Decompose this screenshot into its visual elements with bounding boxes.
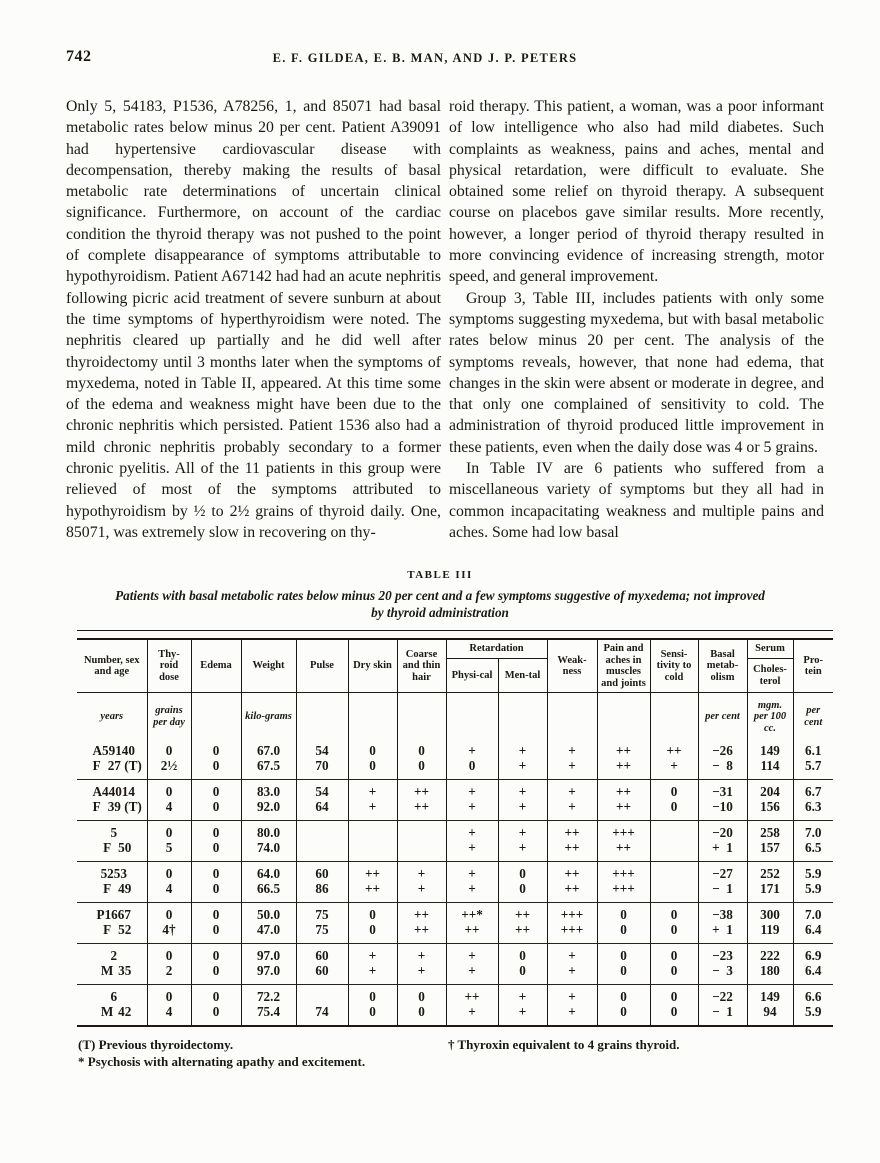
cell-dose: 0 4† [147,902,191,943]
cell-dry-skin: + + [348,943,397,984]
patient-row [77,861,833,902]
cell-number-sex-age: A44014 F 39 (T) [77,779,147,820]
cell-pulse: 54 70 [296,739,348,780]
cell-bm: −23 − 3 [698,943,747,984]
cell-dry-skin: + + [348,779,397,820]
cell-pain: +++ ++ [597,820,650,861]
cell-pulse [296,820,348,861]
cell-number-sex-age: 5253 F 49 [77,861,147,902]
cell-hair: + + [397,943,446,984]
table-footnotes [78,1036,833,1071]
cell-dose: 0 4 [147,779,191,820]
cell-hair [397,820,446,861]
unit-blank [498,693,547,739]
cell-dose: 0 4 [147,984,191,1026]
cell-mental: ++ ++ [498,902,547,943]
unit-blank [547,693,597,739]
table-caption: Patients with basal metabolic rates below minus 20 per cent and a few symptoms suggestive of myxedema; not improved by thyroid administration [115,588,765,620]
cell-dry-skin: 0 0 [348,984,397,1026]
unit-per-cent: per cent [698,693,747,739]
cell-bm: −20 + 1 [698,820,747,861]
cell-cholesterol: 258 157 [747,820,793,861]
cell-cholesterol: 204 156 [747,779,793,820]
table-top-rule [77,630,833,640]
col-header-weakness: Weak-ness [547,640,597,693]
cell-mental: 0 0 [498,861,547,902]
cell-pain: ++ ++ [597,779,650,820]
col-header-edema: Edema [191,640,241,693]
cell-mental: + + [498,779,547,820]
col-header-thyroid-dose: Thy-roid dose [147,640,191,693]
cell-cholesterol: 149 94 [747,984,793,1026]
unit-blank [191,693,241,739]
running-title: E. F. GILDEA, E. B. MAN, AND J. P. PETERS [272,51,578,65]
left-column [66,96,441,543]
cell-pain: ++ ++ [597,739,650,780]
cell-bm: −22 − 1 [698,984,747,1026]
patient-row [77,984,833,1026]
cell-weakness: ++ ++ [547,820,597,861]
footnote-t: (T) Previous thyroidectomy. [78,1036,234,1052]
cell-weakness: + + [547,739,597,780]
col-header-mental: Men-tal [498,658,547,692]
cell-physical: + + [446,820,498,861]
cell-weight: 67.0 67.5 [241,739,296,780]
cell-physical: + + [446,779,498,820]
cell-physical: ++* ++ [446,902,498,943]
unit-blank [597,693,650,739]
units-row [77,693,833,739]
col-header-protein: Pro-tein [793,640,833,693]
cell-mental: + + [498,739,547,780]
unit-per-cent: per cent [793,693,833,739]
patients-table [77,640,833,1027]
patient-row [77,902,833,943]
col-header-coarse-thin-hair: Coarse and thin hair [397,640,446,693]
cell-weight: 72.2 75.4 [241,984,296,1026]
cell-cholesterol: 252 171 [747,861,793,902]
cell-pulse: 60 60 [296,943,348,984]
patient-row [77,943,833,984]
col-header-sensitivity-cold: Sensi-tivity to cold [650,640,698,693]
cell-dose: 0 2½ [147,739,191,780]
unit-grains-per-day: grains per day [147,693,191,739]
right-column [449,96,824,543]
cell-dry-skin [348,820,397,861]
cell-weight: 64.0 66.5 [241,861,296,902]
cell-dry-skin: 0 0 [348,739,397,780]
cell-number-sex-age: P1667 F 52 [77,902,147,943]
col-header-physical: Physi-cal [446,658,498,692]
cell-cholesterol: 222 180 [747,943,793,984]
unit-years: years [100,711,124,723]
page-number: 742 [66,48,92,65]
cell-cholesterol: 149 114 [747,739,793,780]
cell-hair: 0 0 [397,739,446,780]
cell-hair: ++ ++ [397,902,446,943]
cell-hair: ++ ++ [397,779,446,820]
unit-blank [446,693,498,739]
cell-pain: 0 0 [597,943,650,984]
cell-dose: 0 5 [147,820,191,861]
cell-weight: 80.0 74.0 [241,820,296,861]
table-label: TABLE III [407,569,473,582]
paragraph: roid therapy. This patient, a woman, was a poor informant of low intelligence who also had mild diabetes. Such complaints as weakness, pains and aches, mental and physical retardation, were difficult to evaluate. She obtained some relief on thyroid therapy. A subsequent course on placebos gave similar results. More recently, however, a longer period of thyroid therapy resulted in more convincing evidence of increasing strength, motor speed, and general improvement. [449,98,824,286]
cell-protein: 5.9 5.9 [793,861,833,902]
col-header-dry-skin: Dry skin [348,640,397,693]
cell-weakness: + + [547,984,597,1026]
footnotes-left [78,1036,448,1071]
cell-cold: 0 0 [650,779,698,820]
footnote-asterisk: * Psychosis with alternating apathy and excitement. [78,1054,366,1070]
cell-dry-skin: 0 0 [348,902,397,943]
cell-physical: ++ + [446,984,498,1026]
cell-pulse: 74 [296,984,348,1026]
cell-mental: + + [498,820,547,861]
cell-bm: −26 − 8 [698,739,747,780]
cell-hair: 0 0 [397,984,446,1026]
col-header-pulse: Pulse [296,640,348,693]
cell-physical: + 0 [446,739,498,780]
cell-weight: 97.0 97.0 [241,943,296,984]
paragraph: Group 3, Table III, includes patients with only some symptoms suggesting myxedema, but with basal metabolic rates below minus 20 per cent. The analysis of the symptoms reveals, however, that none had edema, that changes in the skin were absent or moderate in degree, and that only one complained of sensitivity to cold. The administration of thyroid produced little improvement in these patients, even when the daily dose was 4 or 5 grains. [449,289,824,456]
cell-edema: 0 0 [191,984,241,1026]
cell-pulse: 75 75 [296,902,348,943]
cell-weight: 50.0 47.0 [241,902,296,943]
cell-cold [650,861,698,902]
cell-protein: 6.6 5.9 [793,984,833,1026]
cell-physical: + + [446,861,498,902]
cell-number-sex-age: 6 M 42 [77,984,147,1026]
table-body [77,693,833,1026]
cell-edema: 0 0 [191,779,241,820]
cell-weakness: + + [547,779,597,820]
table-head [77,640,833,693]
table-iii-block [0,569,880,1071]
cell-cold [650,820,698,861]
cell-hair: + + [397,861,446,902]
cell-edema: 0 0 [191,739,241,780]
unit-mgm-per-100cc: mgm. per 100 cc. [747,693,793,739]
patient-row [77,820,833,861]
patient-row [77,779,833,820]
cell-protein: 6.1 5.7 [793,739,833,780]
cell-cold: 0 0 [650,943,698,984]
col-header-weight: Weight [241,640,296,693]
cell-pulse: 54 64 [296,779,348,820]
cell-pain: 0 0 [597,902,650,943]
cell-dose: 0 2 [147,943,191,984]
unit-blank [348,693,397,739]
unit-blank [397,693,446,739]
col-group-retardation: Retardation [446,640,547,658]
cell-physical: + + [446,943,498,984]
cell-weight: 83.0 92.0 [241,779,296,820]
patient-row [77,739,833,780]
cell-bm: −38 + 1 [698,902,747,943]
cell-pain: +++ +++ [597,861,650,902]
cell-protein: 6.9 6.4 [793,943,833,984]
cell-protein: 7.0 6.5 [793,820,833,861]
footnote-dagger: † Thyroxin equivalent to 4 grains thyroid. [448,1036,680,1052]
cell-edema: 0 0 [191,902,241,943]
body-text [66,96,824,543]
cell-weakness: + + [547,943,597,984]
cell-pain: 0 0 [597,984,650,1026]
paragraph: Only 5, 54183, P1536, A78256, 1, and 85071 had basal metabolic rates below minus 20 per cent. Patient A39091 had hypertensive cardiovascular disease with decompensation, thereby making the results of basal metabolic rate determinations of uncertain clinical significance. Furthermore, on account of the cardiac condition the thyroid therapy was not pushed to the point of complete disappearance of symptoms attributable to hypothyroidism. Patient A67142 had had an acute nephritis following picric acid treatment of severe sunburn at about the time symptoms of hyperthyroidism were noted. The nephritis cleared up partially and he did well after thyroidectomy until 3 months later when the symptoms of myxedema, noted in Table II, appeared. At this time some of the edema and weakness might have been due to the chronic nephritis which persisted. Patient 1536 also had a mild chronic nephritis probably secondary to a former chronic pyelitis. All of the 11 patients in this group were relieved of most of the symptoms attributed to hypothyroidism by ½ to 2½ grains of thyroid daily. One, 85071, was extremely slow in recovering on thy- [66,98,441,541]
cell-weakness: +++ +++ [547,902,597,943]
cell-protein: 7.0 6.4 [793,902,833,943]
col-group-serum: Serum [747,640,793,658]
cell-mental: 0 0 [498,943,547,984]
page-header [0,0,880,72]
cell-bm: −31 −10 [698,779,747,820]
col-header-basal-metabolism: Basal metab-olism [698,640,747,693]
cell-pulse: 60 86 [296,861,348,902]
col-header-cholesterol: Choles-terol [747,658,793,692]
cell-cholesterol: 300 119 [747,902,793,943]
cell-cold: ++ + [650,739,698,780]
cell-mental: + + [498,984,547,1026]
cell-number-sex-age: A59140 F 27 (T) [92,742,142,774]
cell-number-sex-age: 2 M 35 [77,943,147,984]
cell-cold: 0 0 [650,984,698,1026]
cell-cold: 0 0 [650,902,698,943]
col-header-pain-aches: Pain and aches in muscles and joints [597,640,650,693]
paragraph: In Table IV are 6 patients who suffered from a miscellaneous variety of symptoms but they all had in common incapacitating weakness and multiple pains and aches. Some had low basal [449,460,824,541]
cell-number-sex-age: 5 F 50 [77,820,147,861]
cell-dry-skin: ++ ++ [348,861,397,902]
cell-dose: 0 4 [147,861,191,902]
cell-weakness: ++ ++ [547,861,597,902]
cell-edema: 0 0 [191,943,241,984]
col-header-number-sex-age: Number, sex and age [77,640,147,693]
cell-protein: 6.7 6.3 [793,779,833,820]
unit-kilograms: kilo-grams [241,693,296,739]
cell-bm: −27 − 1 [698,861,747,902]
cell-edema: 0 0 [191,861,241,902]
cell-edema: 0 0 [191,820,241,861]
unit-blank [650,693,698,739]
unit-blank [296,693,348,739]
